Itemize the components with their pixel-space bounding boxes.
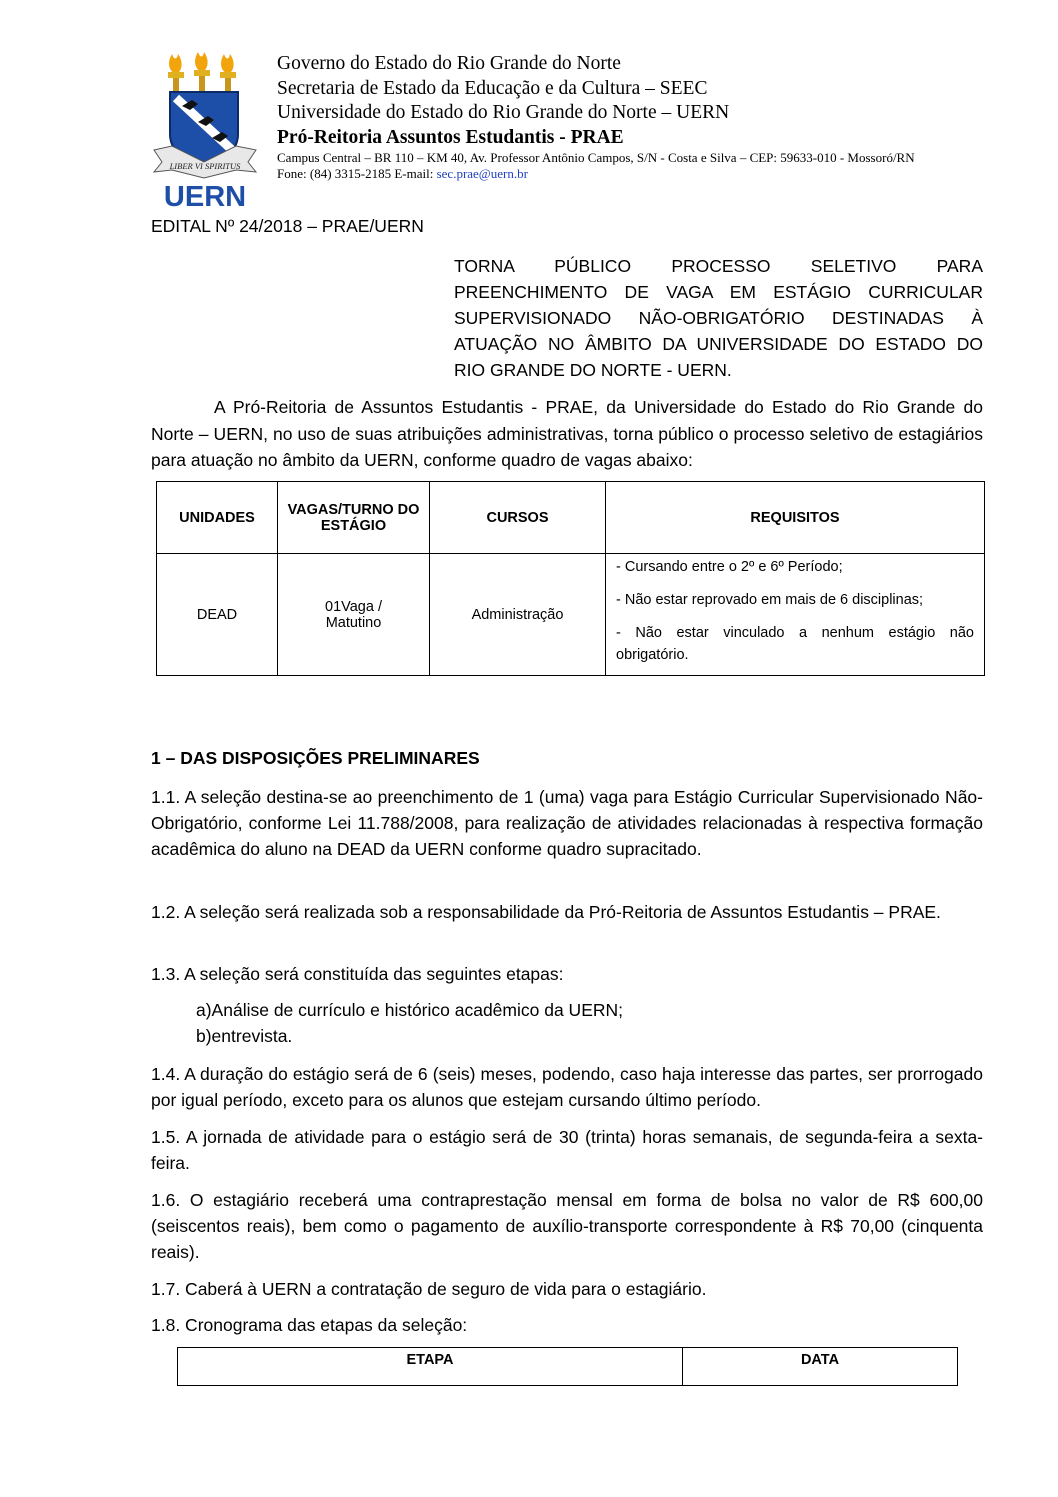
letterhead bbox=[277, 52, 1017, 182]
uern-logo bbox=[152, 50, 258, 208]
col-unidades: UNIDADES bbox=[157, 482, 278, 554]
intro-paragraph: A Pró-Reitoria de Assuntos Estudantis - PRAE, da Universidade do Estado do Rio Grande do Norte – UERN, no uso de suas atribuições administrativas, torna público o processo seletivo de estagiários para atuação no âmbito da UERN, conforme quadro de vagas abaixo: bbox=[151, 397, 983, 470]
requisito-3: - Não estar vinculado a nenhum estágio não obrigatório. bbox=[616, 625, 974, 663]
ementa-line-3: SUPERVISIONADO NÃO-OBRIGATÓRIO DESTINADAS À bbox=[454, 308, 983, 328]
header-line-1: Governo do Estado do Rio Grande do Norte bbox=[277, 53, 621, 74]
cell-unidade: DEAD bbox=[157, 554, 278, 676]
vaga-line-1: 01Vaga / bbox=[325, 598, 382, 615]
requisito-2: - Não estar reprovado em mais de 6 disciplinas; bbox=[616, 592, 924, 608]
requisito-1: - Cursando entre o 2º e 6º Período; bbox=[616, 559, 843, 575]
table-row bbox=[157, 554, 985, 676]
edital-title: EDITAL Nº 24/2018 – PRAE/UERN bbox=[151, 216, 424, 236]
logo-motto: LIBER VI SPIRITUS bbox=[169, 161, 241, 171]
ementa-line-1: TORNA PÚBLICO PROCESSO SELETIVO PARA bbox=[454, 256, 983, 276]
header-line-4: Pró-Reitoria Assuntos Estudantis - PRAE bbox=[277, 126, 624, 148]
ementa bbox=[454, 253, 983, 383]
item-1-2: 1.2. A seleção será realizada sob a responsabilidade da Pró-Reitoria de Assuntos Estudantis – PRAE. bbox=[151, 902, 941, 922]
col-data: DATA bbox=[683, 1348, 958, 1386]
item-1-3: 1.3. A seleção será constituída das seguintes etapas: bbox=[151, 964, 564, 984]
header-line-3: Universidade do Estado do Rio Grande do Norte – UERN bbox=[277, 102, 730, 123]
header-email-link[interactable]: sec.prae@uern.br bbox=[436, 166, 528, 181]
item-1-4: 1.4. A duração do estágio será de 6 (seis) meses, podendo, caso haja interesse das partes, ser prorrogado por igual período, exceto para os alunos que estejam cursando último período. bbox=[151, 1064, 983, 1110]
col-requisitos: REQUISITOS bbox=[606, 482, 985, 554]
col-etapa: ETAPA bbox=[178, 1348, 683, 1386]
cronograma-header-row bbox=[178, 1348, 958, 1386]
torches bbox=[168, 52, 236, 92]
cell-requisitos bbox=[606, 554, 985, 676]
ementa-line-2: PREENCHIMENTO DE VAGA EM ESTÁGIO CURRICULAR bbox=[454, 282, 983, 302]
item-1-8: 1.8. Cronograma das etapas da seleção: bbox=[151, 1315, 468, 1335]
header-phone: Fone: (84) 3315-2185 E-mail: bbox=[277, 166, 437, 181]
col-cursos: CURSOS bbox=[430, 482, 606, 554]
header-address: Campus Central – BR 110 – KM 40, Av. Professor Antônio Campos, S/N - Costa e Silva – CEP: 59633-010 - Mossoró/RN bbox=[277, 150, 915, 165]
ementa-line-4: ATUAÇÃO NO ÂMBITO DA UNIVERSIDADE DO ESTADO DO bbox=[454, 334, 983, 354]
header-contact bbox=[277, 166, 1017, 182]
cronograma-table bbox=[177, 1347, 958, 1386]
item-1-3-a: a)Análise de currículo e histórico acadêmico da UERN; bbox=[196, 1000, 623, 1020]
vagas-table bbox=[156, 481, 985, 676]
cell-vaga bbox=[278, 554, 430, 676]
header-line-2: Secretaria de Estado da Educação e da Cultura – SEEC bbox=[277, 77, 708, 99]
vagas-header-row bbox=[157, 482, 985, 554]
cell-curso: Administração bbox=[430, 554, 606, 676]
logo-text: UERN bbox=[163, 181, 247, 208]
col-vagas-turno: VAGAS/TURNO DO ESTÁGIO bbox=[278, 482, 430, 554]
item-1-5: 1.5. A jornada de atividade para o estágio será de 30 (trinta) horas semanais, de segunda-feira a sexta-feira. bbox=[151, 1127, 983, 1173]
ementa-line-5: RIO GRANDE DO NORTE - UERN. bbox=[454, 360, 732, 380]
vaga-line-2: Matutino bbox=[325, 614, 382, 631]
item-1-1: 1.1. A seleção destina-se ao preenchimento de 1 (uma) vaga para Estágio Curricular Supervisionado Não-Obrigatório, conforme Lei 11.788/2008, para realização de atividades relacionadas à respectiva formação acadêmica do aluno na DEAD da UERN conforme quadro supracitado. bbox=[151, 787, 983, 859]
item-1-7: 1.7. Caberá à UERN a contratação de seguro de vida para o estagiário. bbox=[151, 1279, 707, 1299]
item-1-3-b: b)entrevista. bbox=[196, 1026, 293, 1046]
item-1-6: 1.6. O estagiário receberá uma contraprestação mensal em forma de bolsa no valor de R$ 600,00 (seiscentos reais), bem como o pagamento de auxílio-transporte correspondente à R$ 70,00 (cinquenta reais). bbox=[151, 1190, 983, 1262]
section-1-title: 1 – DAS DISPOSIÇÕES PRELIMINARES bbox=[151, 748, 480, 768]
